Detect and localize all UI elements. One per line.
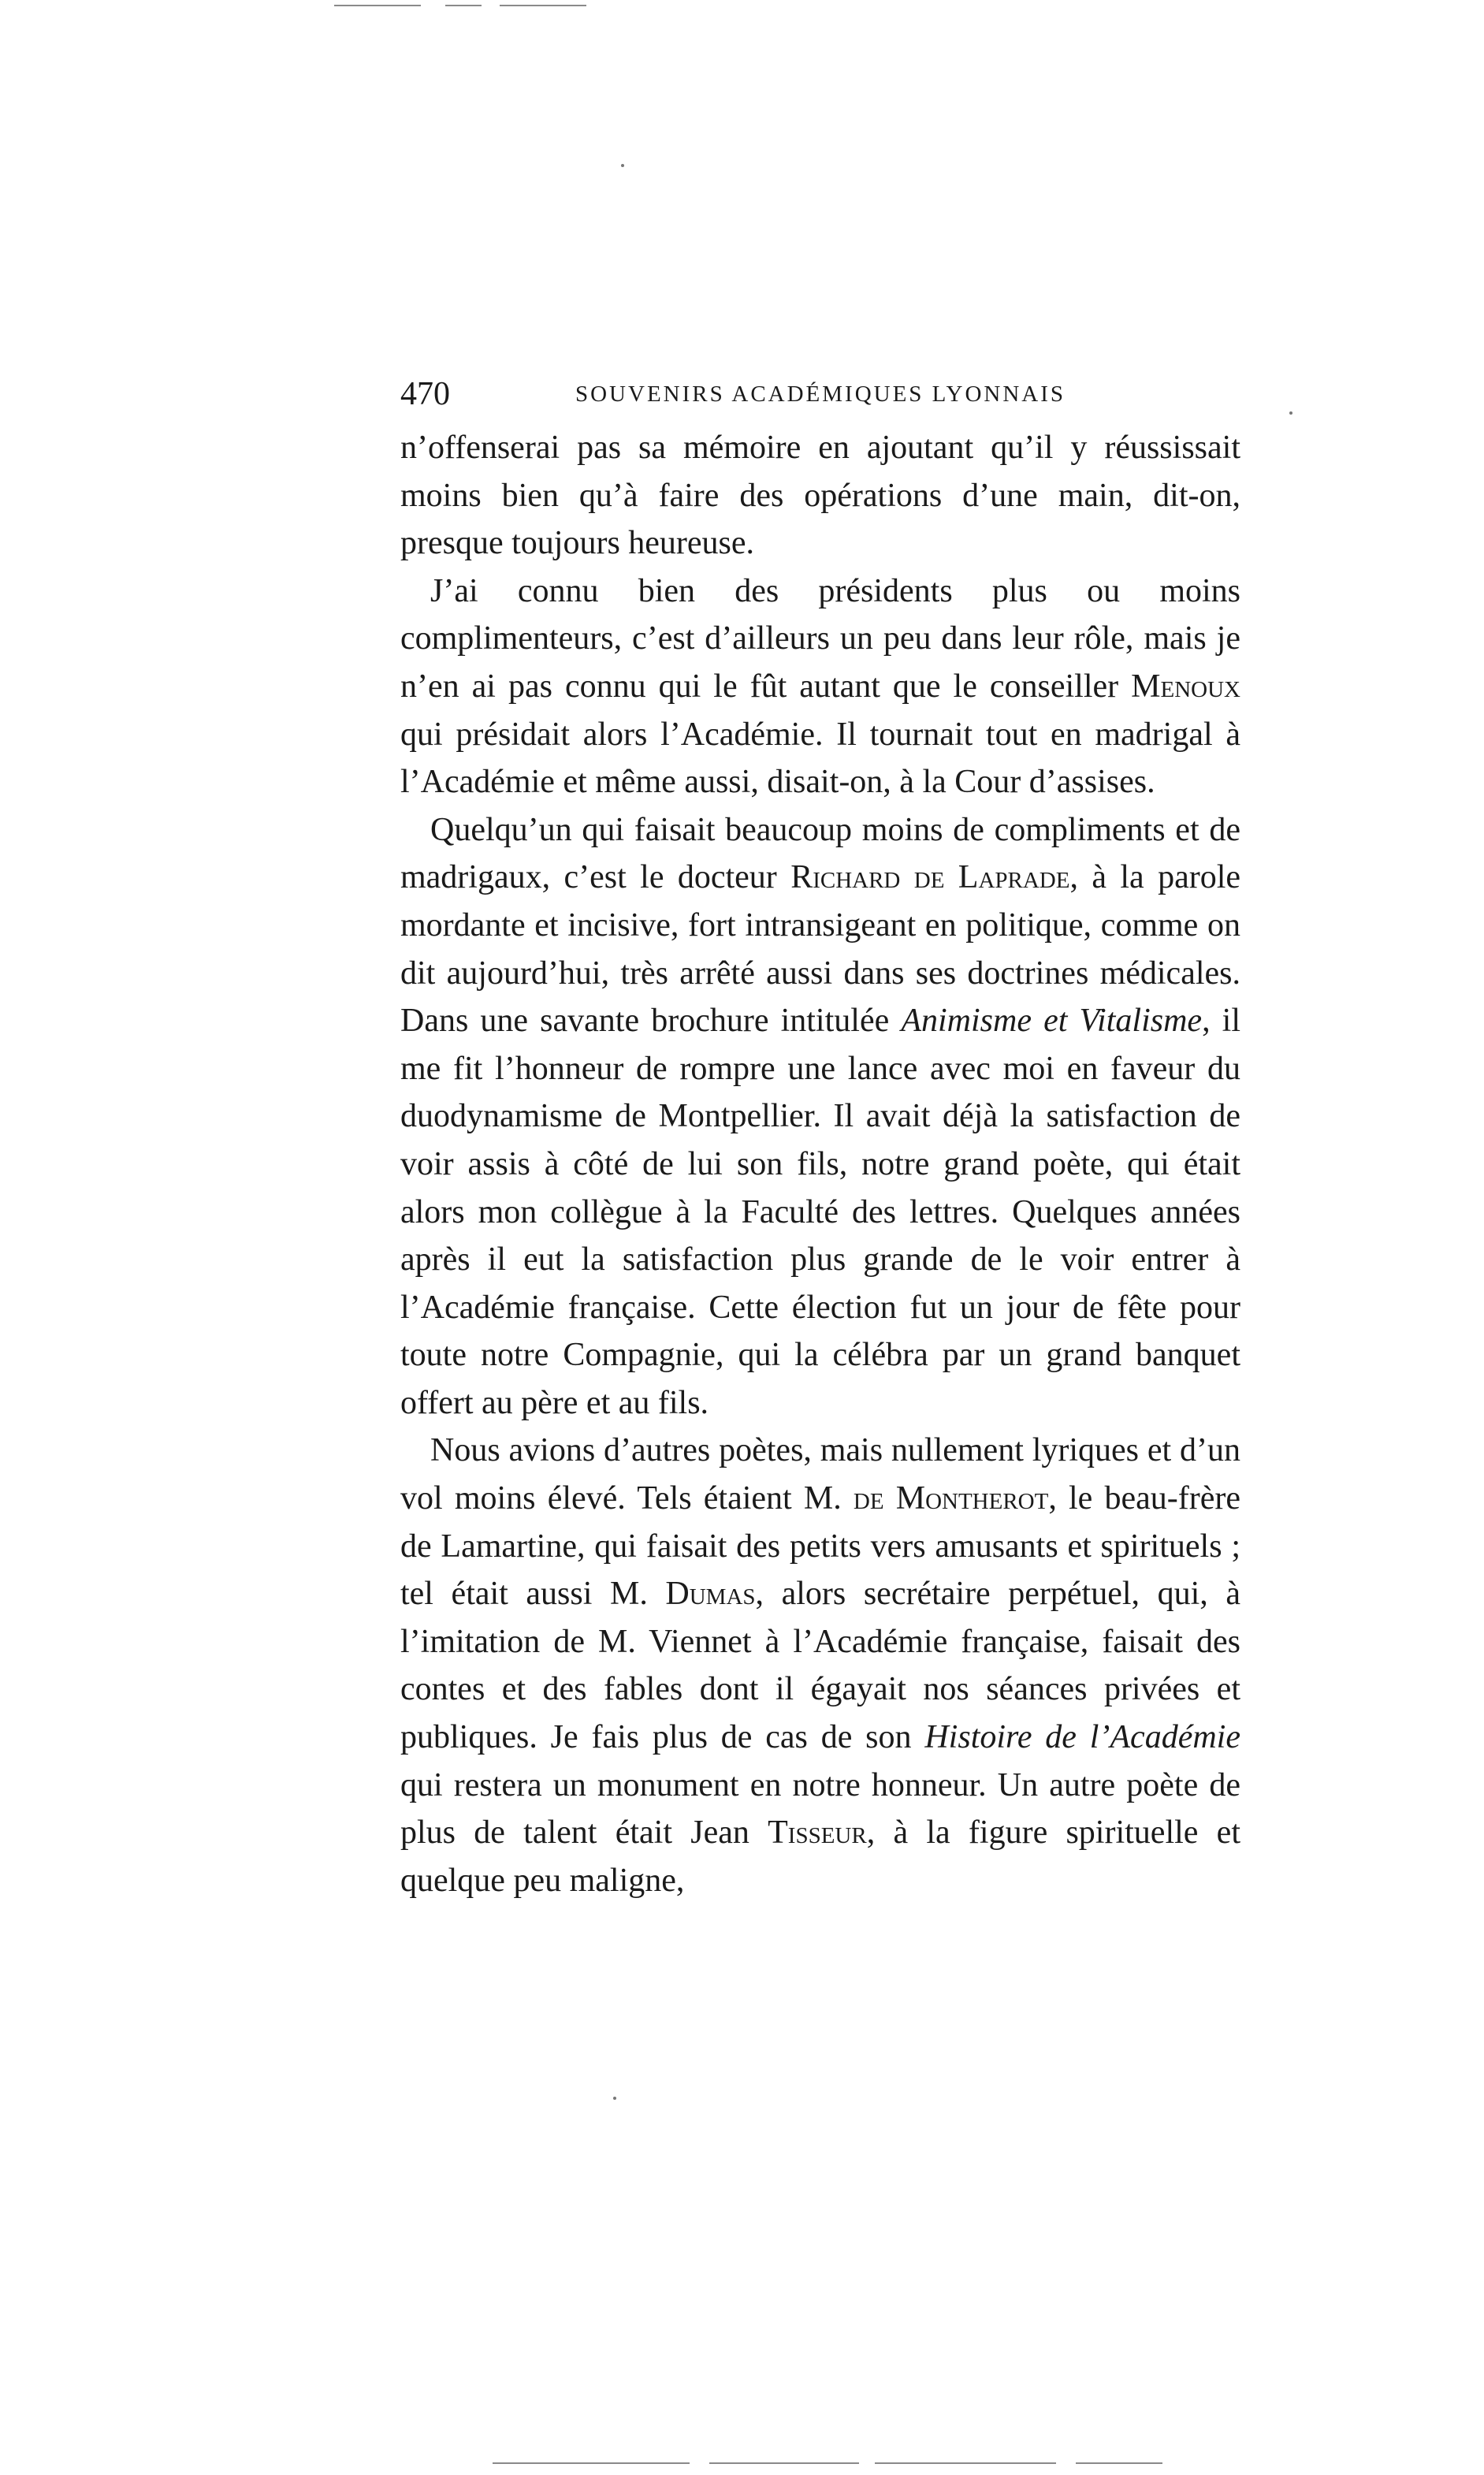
dust-speck bbox=[1289, 411, 1292, 415]
top-edge-rule bbox=[334, 5, 421, 6]
running-title: SOUVENIRS ACADÉMIQUES LYONNAIS bbox=[575, 381, 1066, 407]
bottom-edge-rule bbox=[493, 2462, 690, 2464]
dust-speck bbox=[621, 164, 624, 167]
paragraph-4-text: , à la figure spirituelle et quelque peu maligne, bbox=[400, 1814, 1240, 1899]
person-name-richard-de-laprade: Richard de Laprade bbox=[790, 859, 1070, 896]
person-name-menoux: Menoux bbox=[1131, 668, 1240, 705]
paragraph-4-text: Nous avions d’autres poètes, mais nullement lyriques et d’un vol moins élevé. Tels étaient M. bbox=[400, 1432, 1240, 1517]
bottom-edge-rule bbox=[1076, 2462, 1162, 2464]
paragraph-2-text: qui présidait alors l’Académie. Il tournait tout en madrigal à l’Académie et même aussi, disait-on, à la Cour d’assises. bbox=[400, 716, 1240, 801]
person-name-dumas: Dumas bbox=[665, 1576, 756, 1613]
paragraph-3 bbox=[400, 806, 1240, 1427]
work-title-histoire: Histoire de l’Académie bbox=[924, 1719, 1240, 1756]
running-head bbox=[400, 370, 1240, 418]
paragraph-2-text: J’ai connu bien des présidents plus ou moins complimenteurs, c’est d’ailleurs un peu dans leur rôle, mais je n’en ai pas connu qui le fût autant que le conseiller bbox=[400, 572, 1240, 705]
paragraph-4-text: qui restera un monument en notre honneur. Un autre poète de plus de talent était Jean bbox=[400, 1766, 1240, 1852]
top-edge-rule bbox=[500, 5, 586, 6]
paragraph-2 bbox=[400, 568, 1240, 806]
work-title-animisme: Animisme et Vitalisme bbox=[901, 1003, 1203, 1040]
paragraph-4-text: , alors secrétaire perpétuel, qui, à l’imitation de M. Viennet à l’Académie française, faisait des contes et des fables dont il égayait nos séances privées et publiques. Je fais plus de cas de son bbox=[400, 1576, 1240, 1756]
top-edge-rule bbox=[445, 5, 482, 6]
person-name-de-montherot: de Montherot bbox=[853, 1480, 1049, 1517]
bottom-edge-rule bbox=[875, 2462, 1056, 2464]
person-name-tisseur: Tisseur bbox=[768, 1814, 867, 1852]
paragraph-4 bbox=[400, 1427, 1240, 1904]
bottom-edge-rule bbox=[709, 2462, 859, 2464]
dust-speck bbox=[613, 2097, 616, 2100]
paragraph-1-text: n’offenserai pas sa mémoire en ajoutant qu’il y réussissait moins bien qu’à faire des opérations d’une main, dit-on, presque toujours heureuse. bbox=[400, 430, 1240, 562]
paragraph-3-text: Quelqu’un qui faisait beaucoup moins de compliments et de madrigaux, c’est le docteur bbox=[400, 811, 1240, 896]
paragraph-1 bbox=[400, 424, 1240, 568]
paragraph-3-text: , à la parole mordante et incisive, fort intransigeant en politique, comme on dit aujourd’hui, très arrêté aussi dans ses doctrines médicales. Dans une savante brochure intitulée bbox=[400, 859, 1241, 1040]
page-number: 470 bbox=[400, 376, 450, 412]
paragraph-4-text: , le beau-frère de Lamartine, qui faisait des petits vers amusants et spirituels ; tel était aussi M. bbox=[400, 1480, 1240, 1613]
page-text-block bbox=[400, 370, 1240, 1904]
body-text bbox=[400, 424, 1240, 1904]
paragraph-3-text: , il me fit l’honneur de rompre une lance avec moi en faveur du duodynamisme de Montpellier. Il avait déjà la satisfaction de voir assis à côté de lui son fils, notre grand poète, qui était alors mon collègue à la Faculté des lettres. Quelques années après il eut la satisfaction plus grande de le voir entrer à l’Académie française. Cette élection fut un jour de fête pour toute notre Compagnie, qui la célébra par un grand banquet offert au père et au fils. bbox=[400, 1003, 1241, 1421]
